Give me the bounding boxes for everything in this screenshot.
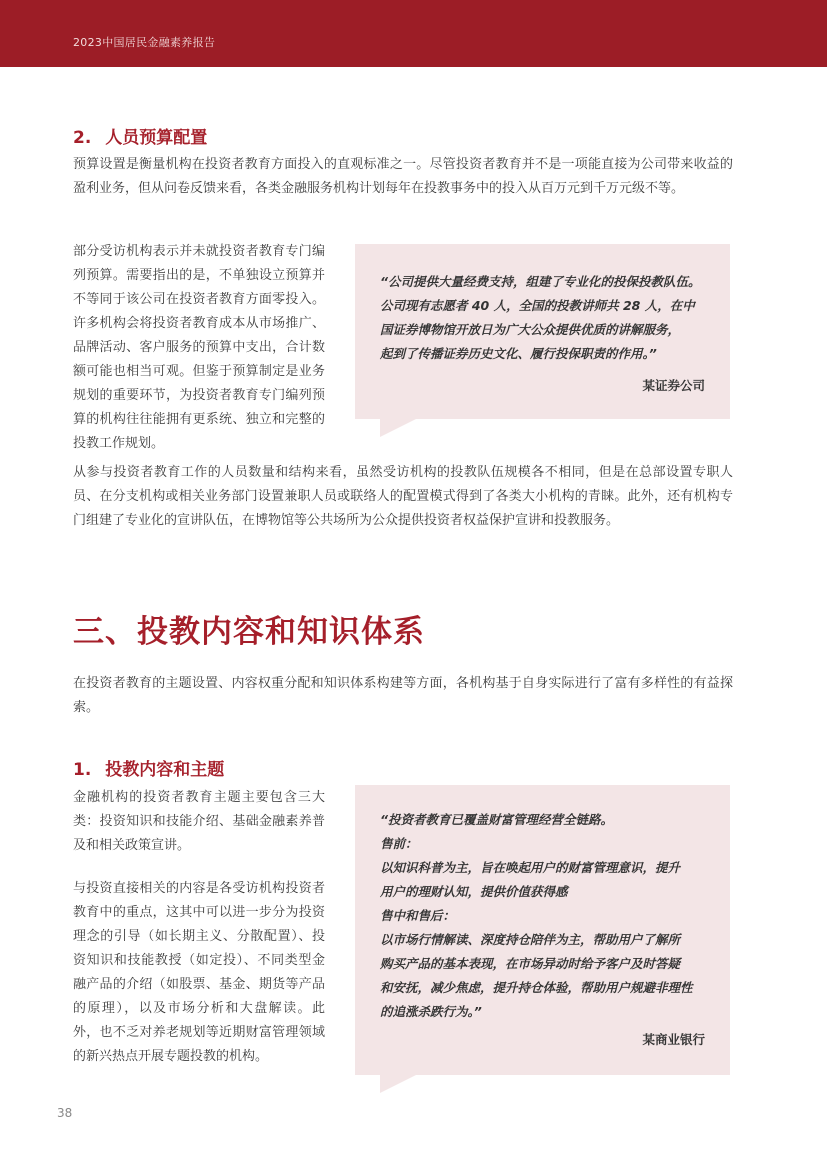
quote-line: 和安抚，减少焦虑，提升持仓体验，帮助用户规避非理性 [380,980,693,995]
report-title: 2023中国居民金融素养报告 [73,36,216,49]
quote-source-securities: 某证券公司 [642,378,705,393]
quote-line: 用户的理财认知，提供价值获得感 [380,884,568,899]
quote-line: “投资者教育已覆盖财富管理经营全链路。 [380,812,614,827]
section-heading-content [73,755,224,780]
budget-side-paragraph: 部分受访机构表示并未就投资者教育专门编列预算。需要指出的是，不单独设立预算并不等同于该公司在投资者教育方面零投入。许多机构会将投资者教育成本从市场推广、品牌活动、客户服务的预算中支出，合计数额可能也相当可观。但鉴于预算制定是业务规划的重要环节，为投资者教育专门编列预算的机构往往能拥有更系统、独立和完整的投教工作规划。 [73,244,325,451]
quote-line: 以知识科普为主，旨在唤起用户的财富管理意识，提升 [380,860,681,875]
quote-line: 售中和售后： [380,908,456,923]
budget-intro-paragraph: 预算设置是衡量机构在投资者教育方面投入的直观标准之一。尽管投资者教育并不是一项能直接为公司带来收益的盈利业务，但从问卷反馈来看，各类金融服务机构计划每年在投教事务中的投入从百万元到千万元级不等。 [73,157,733,196]
page-number: 38 [57,1106,73,1120]
quote-line: 以市场行情解读、深度持仓陪伴为主，帮助用户了解所 [380,932,681,947]
header-bar [0,0,827,67]
quote-tail-bank [380,1075,416,1093]
content-paragraph-2: 与投资直接相关的内容是各受访机构投资者教育中的重点，这其中可以进一步分为投资理念的引导（如长期主义、分散配置）、投资知识和技能教授（如定投）、不同类型金融产品的介绍（如股票、基金、期货等产品的原理），以及市场分析和大盘解读。此外，也不乏对养老规划等近期财富管理领域的新兴热点开展专题投教的机构。 [73,881,325,1064]
chapter-title: 三、投教内容和知识体系 [73,614,425,650]
section-heading-budget [73,123,207,148]
quote-line: 的追涨杀跌行为。” [380,1004,482,1019]
section-title: 投教内容和主题 [105,760,225,780]
quote-tail-securities [380,419,416,437]
budget-closing-paragraph: 从参与投资者教育工作的人员数量和结构来看，虽然受访机构的投教队伍规模各不相同，但是在总部设置专职人员、在分支机构或相关业务部门设置兼职人员或联络人的配置模式得到了各类大小机构的青睐。此外，还有机构专门组建了专业化的宣讲队伍，在博物馆等公共场所为公众提供投资者权益保护宣讲和投教服务。 [73,465,733,528]
quote-text-bank [380,808,715,1024]
quote-line: 起到了传播证券历史文化、履行投保职责的作用。” [380,346,657,361]
quote-line: 购买产品的基本表现，在市场异动时给予客户及时答疑 [380,956,681,971]
quote-source-bank: 某商业银行 [642,1032,705,1047]
section-number: 1. [73,760,92,780]
content-paragraph-1: 金融机构的投资者教育主题主要包含三大类：投资知识和技能介绍、基础金融素养普及和相关政策宣讲。 [73,790,325,853]
quote-line: 售前： [380,836,418,851]
quote-line: “公司提供大量经费支持，组建了专业化的投保投教队伍。 [380,274,701,289]
section-title: 人员预算配置 [105,128,208,148]
chapter-intro-paragraph: 在投资者教育的主题设置、内容权重分配和知识体系构建等方面，各机构基于自身实际进行了富有多样性的有益探索。 [73,676,733,715]
section-number: 2. [73,128,92,148]
quote-text-securities [380,270,715,366]
quote-line: 国证券博物馆开放日为广大公众提供优质的讲解服务， [380,322,681,337]
quote-line: 公司现有志愿者 40 人，全国的投教讲师共 28 人，在中 [380,298,695,313]
